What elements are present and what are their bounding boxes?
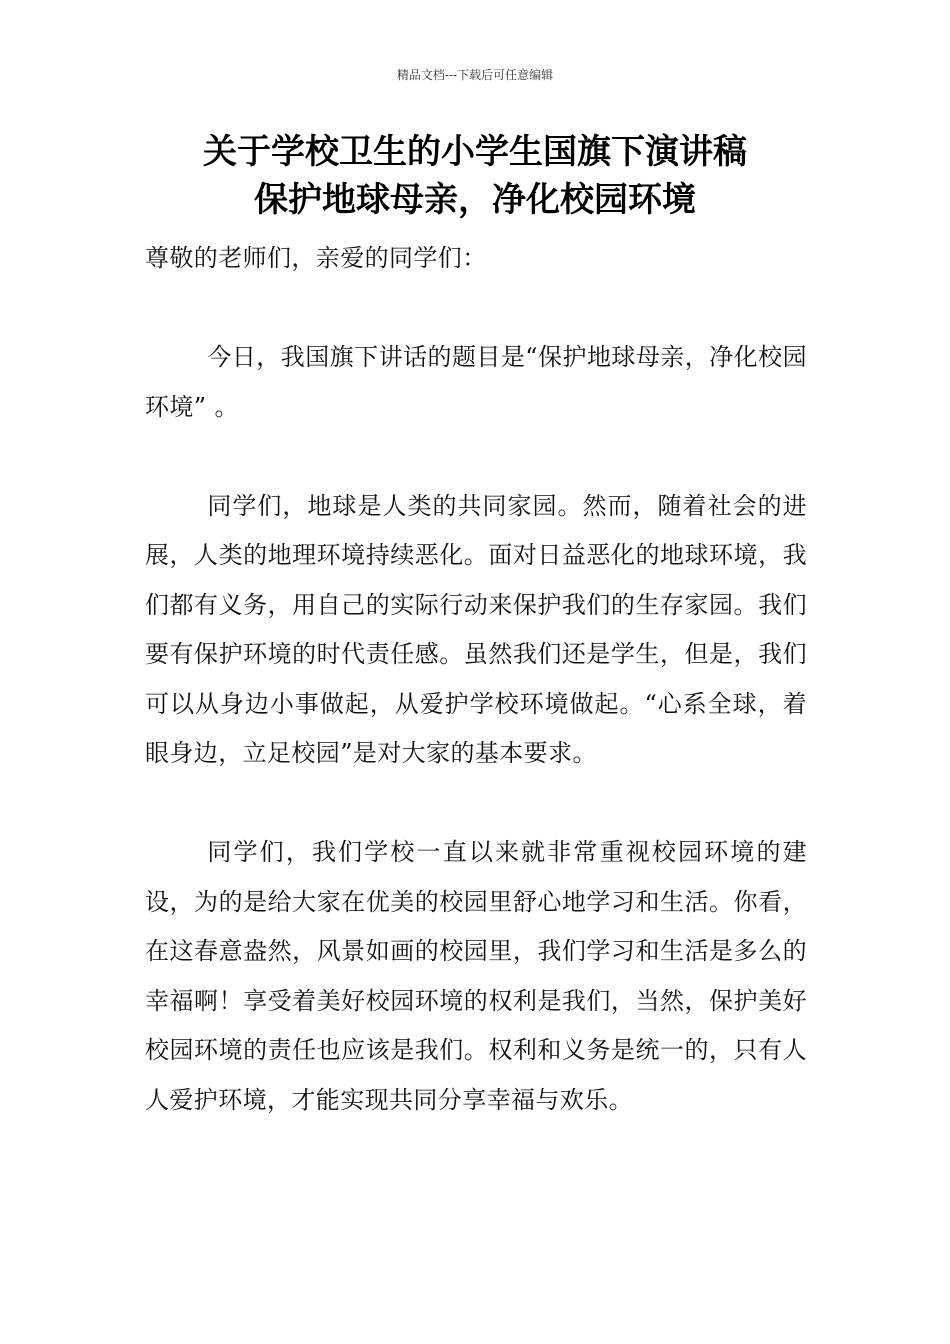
header-note: 精品文档---下载后可任意编辑 (396, 68, 554, 82)
document-subtitle: 保护地球母亲，净化校园环境 (254, 180, 696, 220)
document-title: 关于学校卫生的小学生国旗下演讲稿 (203, 132, 747, 172)
paragraph-1: 今日，我国旗下讲话的题目是“保护地球母亲，净化校园环境” 。 (145, 343, 807, 421)
document-body (145, 234, 807, 1175)
greeting: 尊敬的老师们，亲爱的同学们： (145, 244, 487, 272)
paragraph-3: 同学们，我们学校一直以来就非常重视校园环境的建设，为的是给大家在优美的校园里舒心地学习和生活。你看，在这春意盎然，风景如画的校园里，我们学习和生活是多么的幸福啊！享受着美好校园环境的权利是我们，当然，保护美好校园环境的责任也应该是我们。权利和义务是统一的，只有人人爱护环境，才能实现共同分享幸福与欢乐。 (145, 838, 807, 1114)
paragraph-2: 同学们，地球是人类的共同家园。然而，随着社会的进展，人类的地理环境持续恶化。面对日益恶化的地球环境，我们都有义务，用自己的实际行动来保护我们的生存家园。我们要有保护环境的时代责任感。虽然我们还是学生，但是，我们可以从身边小事做起，从爱护学校环境做起。“心系全球，着眼身边，立足校园”是对大家的基本要求。 (145, 491, 807, 767)
